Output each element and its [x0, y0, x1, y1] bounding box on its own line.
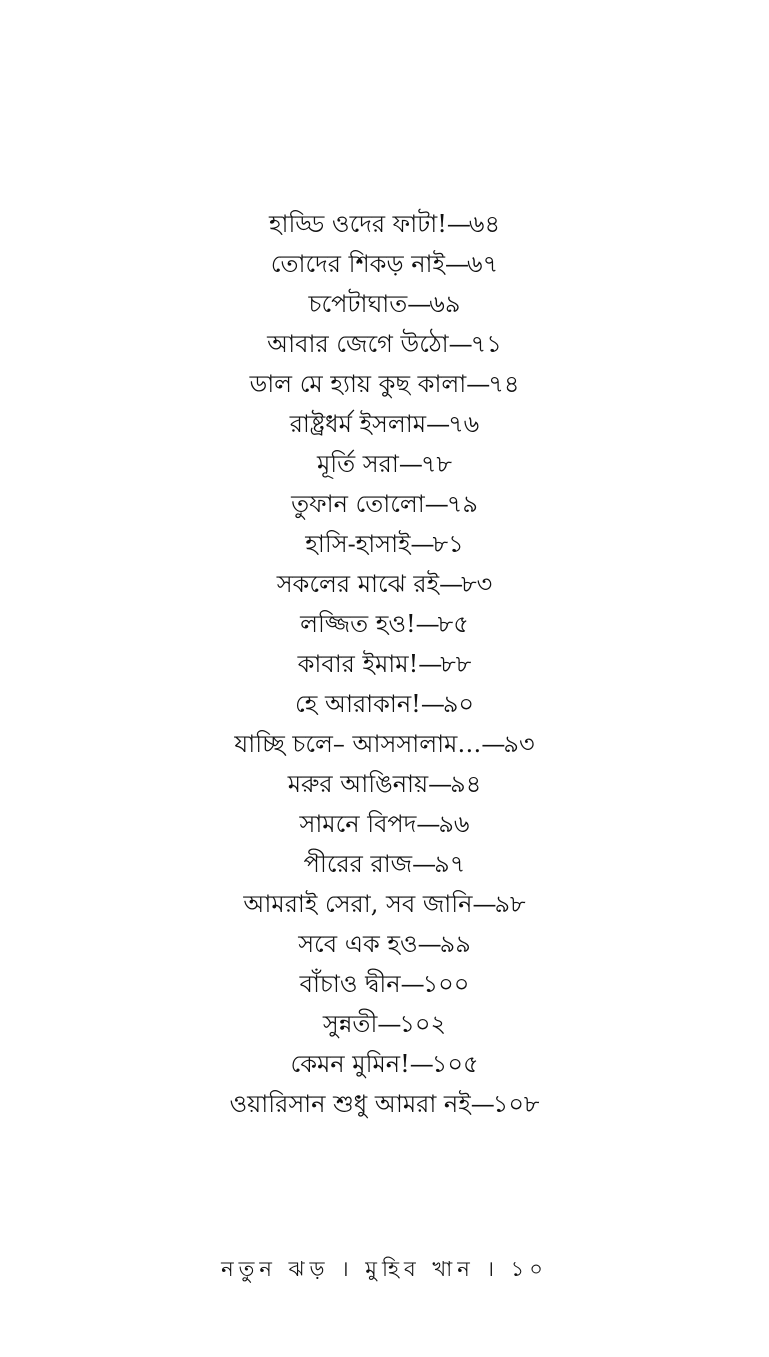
toc-entry [0, 844, 769, 884]
toc-page-number: ৬৯ [429, 290, 461, 318]
toc-page-number: ১০০ [422, 970, 470, 998]
toc-page-number: ১০৫ [431, 1050, 479, 1078]
toc-page-number: ৯৬ [438, 810, 470, 838]
toc-page-number: ১০৮ [492, 1090, 540, 1118]
toc-entry-title: ডাল মে হ্যায় কুছ কালা [249, 370, 467, 398]
toc-entry-title: হাসি-হাসাই [305, 530, 411, 558]
page-footer: নতুন ঝড় । মুহিব খান । ১০ [221, 1257, 548, 1281]
toc-separator: — [400, 970, 423, 998]
toc-page-number: ৭৪ [488, 370, 520, 398]
toc-page-number: ৭৬ [448, 410, 480, 438]
toc-entry-title: মূর্তি সরা [316, 450, 399, 478]
toc-separator: — [466, 370, 489, 398]
toc-entry [0, 1084, 769, 1124]
toc-entry [0, 804, 769, 844]
toc-entry-title: হাড্ডি ওদের ফাটা! [268, 210, 447, 238]
toc-entry [0, 884, 769, 924]
toc-page-number: ৮৩ [461, 570, 493, 598]
toc-entry [0, 764, 769, 804]
toc-entry-title: সকলের মাঝে রই [276, 570, 440, 598]
toc-separator: — [448, 330, 471, 358]
toc-separator: — [398, 450, 421, 478]
toc-separator: — [428, 770, 451, 798]
toc-separator: — [418, 650, 441, 678]
toc-entry [0, 964, 769, 1004]
toc-separator: — [409, 1050, 432, 1078]
toc-entry-title: সবে এক হও [298, 930, 418, 958]
toc-separator: — [417, 930, 440, 958]
toc-separator: — [446, 210, 469, 238]
toc-entry [0, 724, 769, 764]
toc-page-number: ৮৮ [440, 650, 472, 678]
table-of-contents [0, 204, 769, 1124]
toc-separator: — [426, 410, 449, 438]
toc-separator: — [377, 1010, 400, 1038]
toc-entry-title: সুন্নতী [322, 1010, 378, 1038]
toc-entry [0, 524, 769, 564]
toc-separator: — [472, 890, 495, 918]
toc-page-number: ৯৩ [503, 730, 535, 758]
toc-entry-title: হে আরাকান! [294, 690, 421, 718]
toc-entry-title: লজ্জিত হও! [300, 610, 416, 638]
toc-page-number: ৬৭ [466, 250, 499, 278]
toc-separator: — [407, 290, 430, 318]
toc-page-number: ৭৯ [446, 490, 478, 518]
toc-entry [0, 564, 769, 604]
toc-entry-title: আবার জেগে উঠো [267, 330, 449, 358]
toc-entry [0, 324, 769, 364]
toc-separator: — [424, 490, 447, 518]
toc-separator: — [410, 530, 433, 558]
toc-separator: — [439, 570, 462, 598]
toc-page-number: ৯০ [442, 690, 475, 718]
toc-entry [0, 1044, 769, 1084]
toc-entry-title: রাষ্ট্রধর্ম ইসলাম [289, 410, 427, 438]
toc-entry [0, 404, 769, 444]
toc-entry [0, 644, 769, 684]
toc-entry-title: তোদের শিকড় নাই [270, 250, 445, 278]
toc-separator: — [415, 610, 438, 638]
toc-separator: — [416, 810, 439, 838]
toc-separator: — [470, 1090, 493, 1118]
toc-entry-title: যাচ্ছি চলে– আসসালাম… [234, 730, 482, 758]
toc-entry-title: তুফান তোলো [291, 490, 425, 518]
toc-page-number: ৭৮ [420, 450, 453, 478]
toc-entry-title: কেমন মুমিন! [290, 1050, 410, 1078]
toc-entry-title: কাবার ইমাম! [297, 650, 419, 678]
toc-separator: — [481, 730, 504, 758]
toc-entry [0, 244, 769, 284]
toc-entry-title: বাঁচাও দ্বীন [299, 970, 401, 998]
toc-entry [0, 484, 769, 524]
toc-page-number: ৮১ [432, 530, 464, 558]
toc-entry [0, 684, 769, 724]
toc-separator: — [420, 690, 443, 718]
toc-page-number: ১০২ [399, 1010, 447, 1038]
toc-page-number: ৯৭ [434, 850, 466, 878]
toc-separator: — [444, 250, 467, 278]
toc-entry-title: মরুর আঙিনায় [287, 770, 429, 798]
toc-page-number: ৭১ [470, 330, 502, 358]
toc-entry [0, 924, 769, 964]
toc-entry [0, 604, 769, 644]
toc-entry [0, 444, 769, 484]
toc-page-number: ৮৫ [437, 610, 469, 638]
toc-page-number: ৬৪ [468, 210, 501, 238]
toc-page-number: ৯৮ [494, 890, 526, 918]
toc-page-number: ৯৯ [439, 930, 471, 958]
toc-entry-title: ওয়ারিসান শুধু আমরা নই [229, 1090, 471, 1118]
toc-entry-title: চপেটাঘাত [308, 290, 408, 318]
toc-entry [0, 364, 769, 404]
toc-page-number: ৯৪ [450, 770, 482, 798]
toc-entry [0, 1004, 769, 1044]
toc-entry-title: পীরের রাজ [303, 850, 413, 878]
toc-entry-title: আমরাই সেরা, সব জানি [243, 890, 473, 918]
toc-entry-title: সামনে বিপদ [299, 810, 417, 838]
toc-entry [0, 204, 769, 244]
toc-entry [0, 284, 769, 324]
toc-separator: — [412, 850, 435, 878]
